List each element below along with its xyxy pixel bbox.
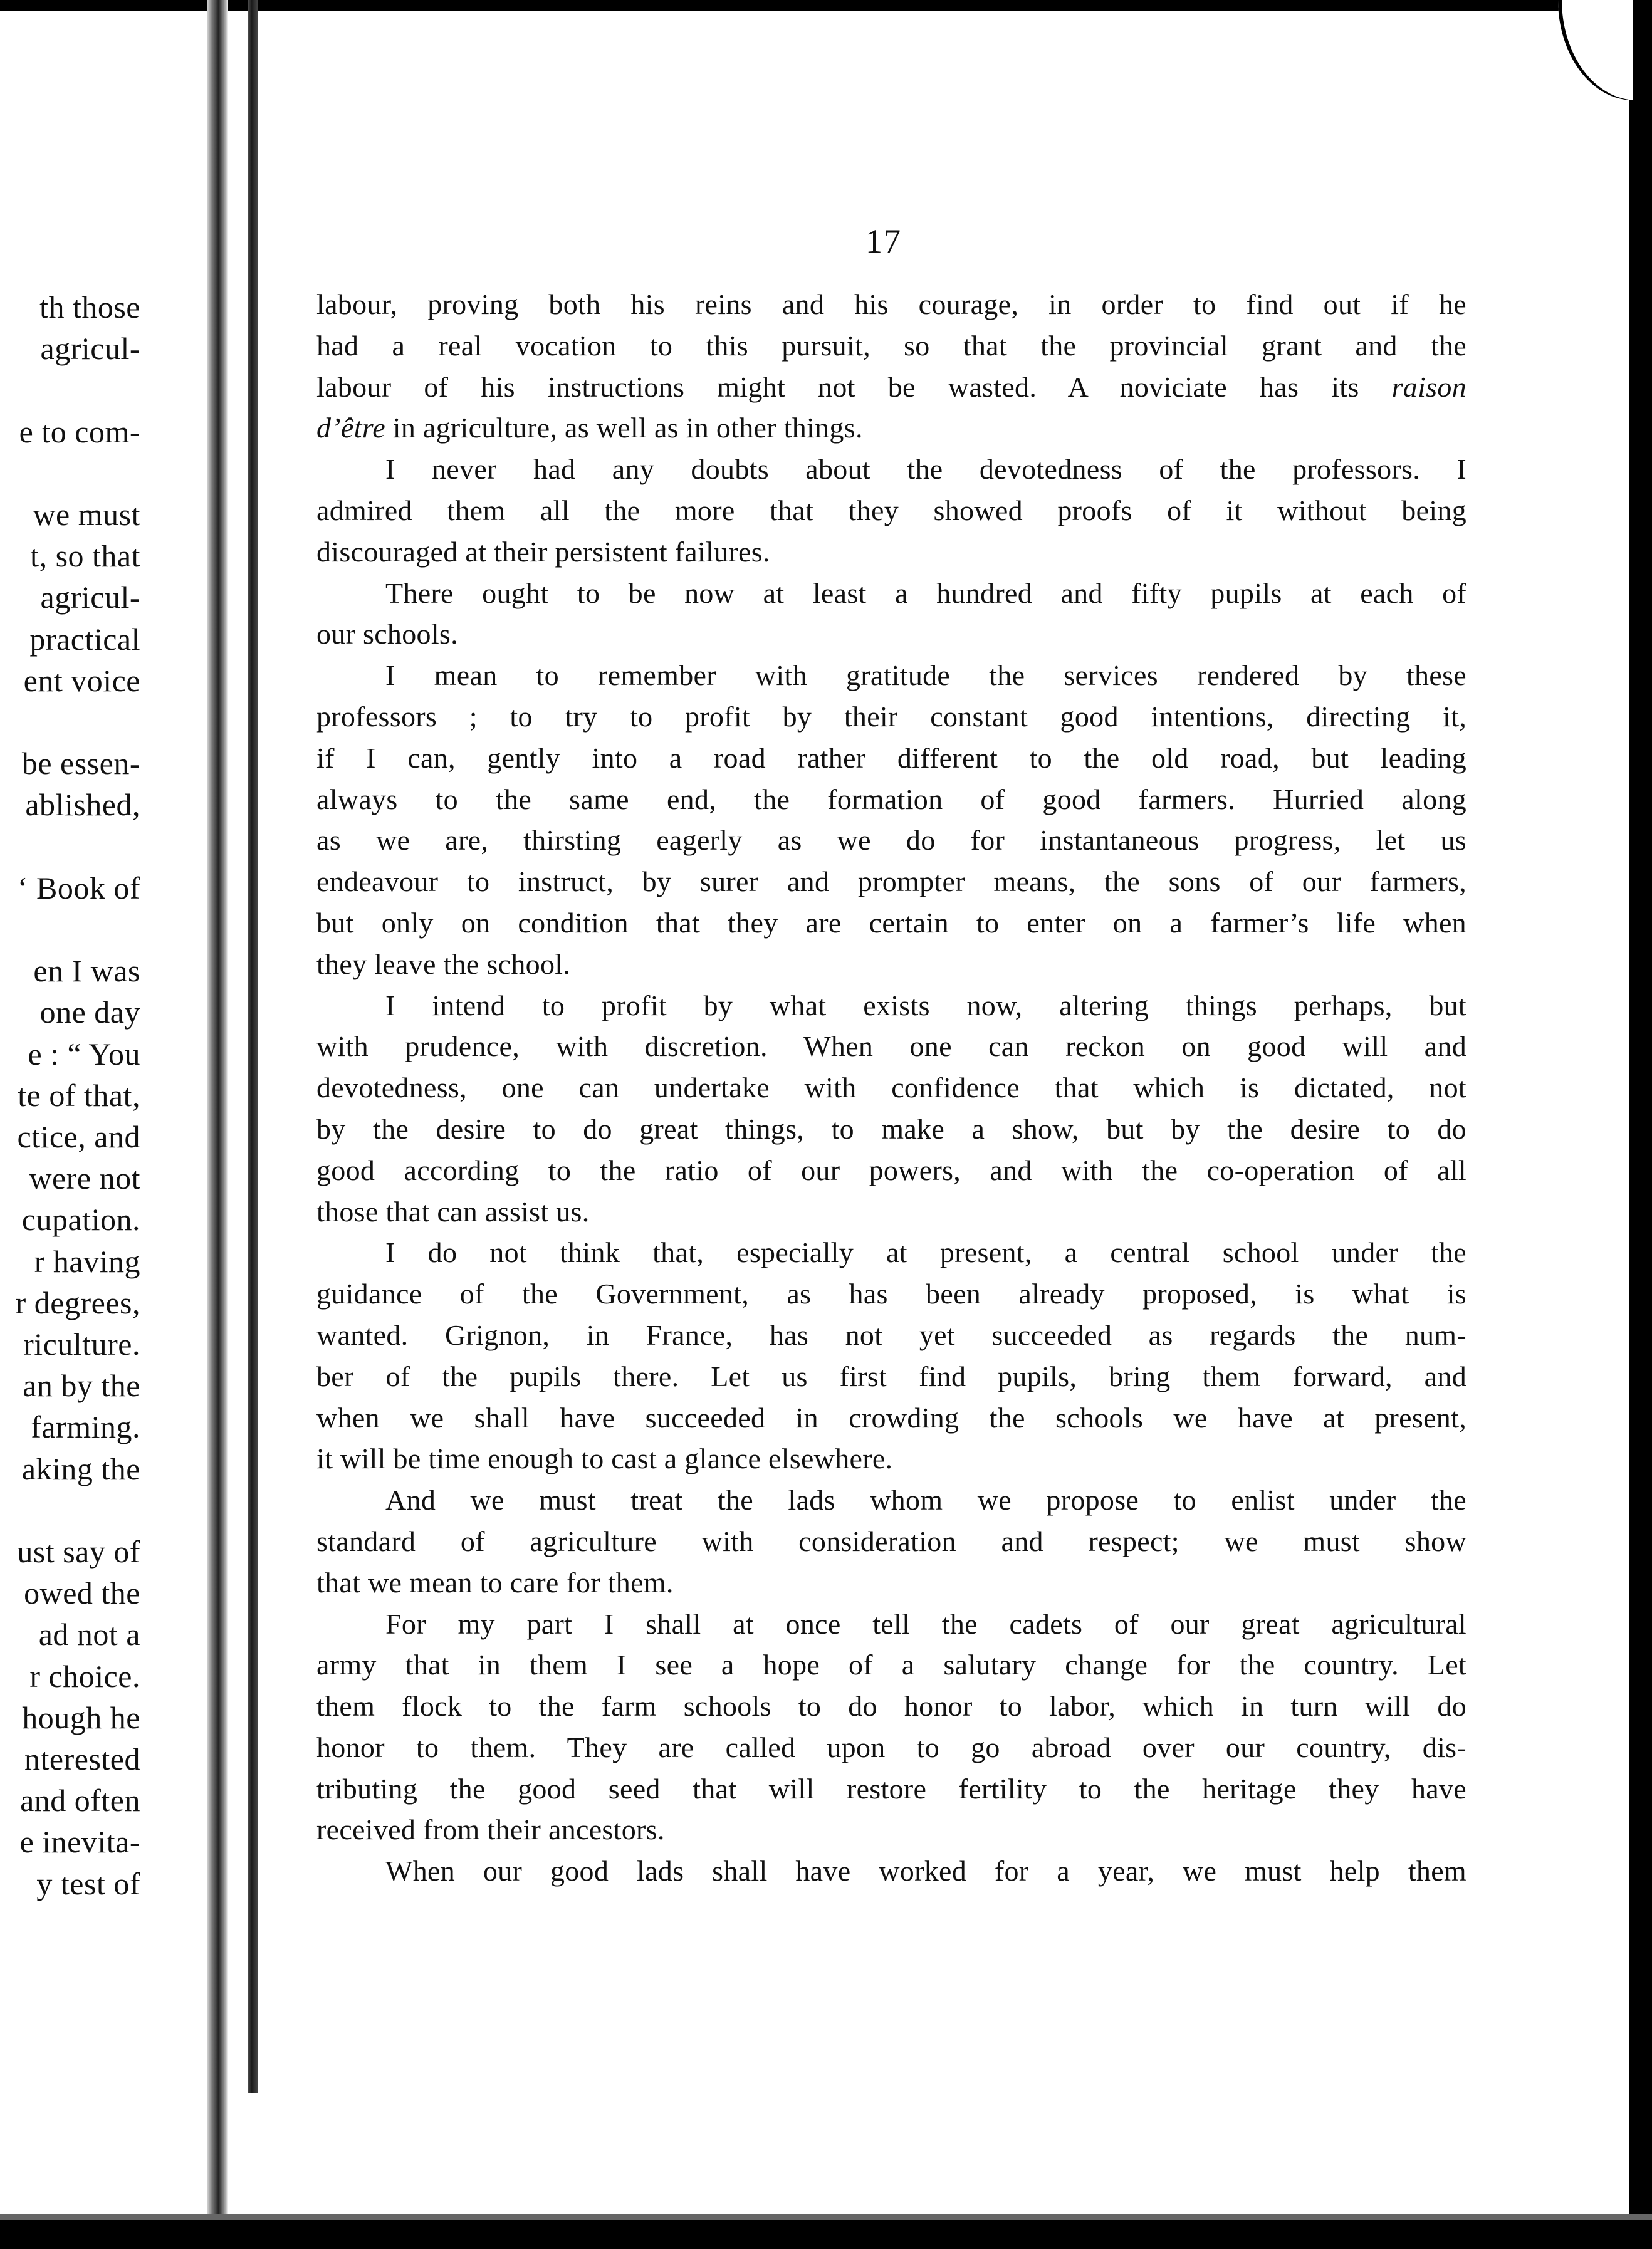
facing-page-line: aking the: [21, 1451, 140, 1486]
line-text: For my part I shall at once tell the cadets of our great agricultural: [385, 1607, 1466, 1640]
text-line: [316, 1438, 1466, 1479]
text-line: [316, 1273, 1466, 1315]
line-text: in agriculture, as well as in other things.: [385, 412, 863, 444]
line-text: guidance of the Government, as has been already proposed, is what is: [316, 1278, 1466, 1310]
text-line: [316, 367, 1466, 408]
facing-page-line: nterested: [24, 1741, 140, 1777]
line-text: I never had any doubts about the devotedness of the professors. I: [385, 453, 1466, 486]
facing-page-line: ‘ Book of: [17, 870, 140, 905]
facing-page-line: en I was: [33, 953, 140, 989]
text-line: [316, 1191, 1466, 1233]
text-line: [316, 1315, 1466, 1356]
text-line: [316, 490, 1466, 531]
facing-page-line: te of that,: [18, 1077, 140, 1113]
text-line: [316, 1768, 1466, 1810]
binding-shadow: [248, 0, 258, 2093]
line-text: wanted. Grignon, in France, has not yet succeeded as regards the num-: [316, 1318, 1466, 1351]
text-line: [316, 449, 1466, 490]
line-text: admired them all the more that they showed proofs of it without being: [316, 494, 1466, 526]
facing-page-line: we must: [33, 497, 140, 532]
line-text: army that in them I see a hope of a salutary change for the country. Let: [316, 1649, 1466, 1681]
line-text: discouraged at their persistent failures.: [316, 535, 770, 568]
page-gutter: [207, 0, 228, 2249]
line-text: labour of his instructions might not be wasted. A noviciate has its: [316, 370, 1359, 403]
text-line: [316, 1727, 1466, 1768]
facing-page-line: ablished,: [25, 787, 140, 823]
line-text: I do not think that, especially at present, a central school under the: [385, 1236, 1466, 1269]
text-line: [316, 985, 1466, 1026]
scan-bottom-strip: [0, 2214, 1652, 2220]
line-text: if I can, gently into a road rather different to the old road, but leading: [316, 741, 1466, 774]
line-text: endeavour to instruct, by surer and prompter means, the sons of our farmers,: [316, 865, 1466, 898]
line-text: When our good lads shall have worked for a year, we must help them: [385, 1855, 1466, 1887]
text-line: [316, 1109, 1466, 1150]
facing-page-line: practical: [29, 621, 140, 657]
text-line: [316, 820, 1466, 861]
line-text: it will be time enough to cast a glance elsewhere.: [316, 1443, 893, 1475]
facing-page-line: one day: [39, 994, 140, 1030]
text-line: [316, 861, 1466, 902]
facing-page-line: ctice, and: [17, 1119, 140, 1154]
text-line: [316, 696, 1466, 738]
facing-page-line: e inevita-: [19, 1824, 140, 1860]
facing-page-line: r choice.: [29, 1658, 140, 1694]
facing-page-line: r degrees,: [15, 1285, 140, 1320]
facing-page-line: cupation.: [21, 1202, 140, 1238]
text-line: [316, 613, 1466, 655]
line-text: by the desire to do great things, to make a show, but by the desire to do: [316, 1112, 1466, 1145]
facing-page-line: e : “ You: [28, 1036, 140, 1072]
line-text: always to the same end, the formation of good farmers. Hurried along: [316, 783, 1466, 815]
text-line: [316, 1686, 1466, 1727]
facing-page-line: ad not a: [38, 1617, 140, 1652]
line-text: as we are, thirsting eagerly as we do for instantaneous progress, let us: [316, 824, 1466, 857]
text-line: [316, 1521, 1466, 1562]
text-line: [316, 779, 1466, 820]
facing-page-line: t, so that: [30, 538, 140, 574]
text-line: [316, 944, 1466, 985]
text-line: [316, 1397, 1466, 1439]
facing-page-line: and often: [20, 1783, 140, 1819]
line-text: good according to the ratio of our powers, and with the co-operation of all: [316, 1154, 1466, 1186]
facing-page-line: riculture.: [23, 1327, 140, 1362]
text-line: [316, 407, 1466, 449]
scan-bottom-edge: [0, 2220, 1652, 2249]
italic-phrase: raison: [1391, 370, 1466, 403]
text-line: [316, 1356, 1466, 1397]
line-text: but only on condition that they are certain to enter on a farmer’s life when: [316, 906, 1466, 939]
text-line: [316, 1232, 1466, 1273]
line-text: devotedness, one can undertake with confidence that which is dictated, not: [316, 1072, 1466, 1104]
text-line: [316, 325, 1466, 367]
text-line: [316, 284, 1466, 325]
scan-right-edge: [1629, 0, 1652, 2249]
line-text: There ought to be now at least a hundred and fifty pupils at each of: [385, 577, 1466, 609]
text-line: [316, 531, 1466, 573]
line-text: them flock to the farm schools to do honor to labor, which in turn will do: [316, 1690, 1466, 1723]
text-line: [316, 1604, 1466, 1645]
text-line: [316, 1026, 1466, 1067]
line-text: tributing the good seed that will restore fertility to the heritage they have: [316, 1772, 1466, 1805]
line-text: those that can assist us.: [316, 1195, 590, 1228]
facing-page-line: were not: [29, 1161, 140, 1196]
text-line: [316, 1562, 1466, 1604]
facing-page-line: th those: [39, 290, 140, 325]
facing-page-line: owed the: [24, 1575, 140, 1611]
facing-page-line: agricul-: [40, 331, 140, 367]
facing-page-line: be essen-: [21, 746, 140, 781]
text-line: [316, 655, 1466, 696]
text-line: [316, 1809, 1466, 1850]
line-text: that we mean to care for them.: [316, 1566, 674, 1599]
facing-page-line: r having: [34, 1243, 140, 1279]
line-text: with prudence, with discretion. When one can reckon on good will and: [316, 1030, 1466, 1063]
line-text: professors ; to try to profit by their constant good intentions, directing it,: [316, 700, 1466, 733]
page-number: 17: [865, 222, 902, 260]
facing-page-line: hough he: [22, 1699, 140, 1735]
line-text: standard of agriculture with consideration and respect; we must show: [316, 1525, 1466, 1557]
facing-page-line: ent voice: [23, 662, 140, 698]
facing-page-line: farming.: [31, 1409, 140, 1445]
facing-page-line: ust say of: [17, 1534, 140, 1569]
line-text: received from their ancestors.: [316, 1813, 665, 1846]
body-text: [316, 284, 1466, 1892]
line-text: ber of the pupils there. Let us first find pupils, bring them forward, and: [316, 1360, 1466, 1392]
facing-page-line: e to com-: [19, 414, 140, 449]
line-text: when we shall have succeeded in crowding the schools we have at present,: [316, 1401, 1466, 1434]
line-text: our schools.: [316, 618, 458, 650]
facing-page-line: y test of: [36, 1865, 140, 1901]
line-text: I intend to profit by what exists now, altering things perhaps, but: [385, 989, 1466, 1021]
line-text: had a real vocation to this pursuit, so that the provincial grant and the: [316, 329, 1466, 362]
line-text: they leave the school.: [316, 947, 571, 980]
line-text: honor to them. They are called upon to go abroad over our country, dis-: [316, 1731, 1466, 1763]
line-text: And we must treat the lads whom we propose to enlist under the: [385, 1484, 1466, 1516]
text-line: [316, 738, 1466, 779]
text-line: [316, 1067, 1466, 1109]
facing-page-line: agricul-: [40, 580, 140, 615]
text-line: [316, 573, 1466, 614]
text-line: [316, 1479, 1466, 1521]
italic-phrase: d’être: [316, 412, 385, 444]
text-line: [316, 1644, 1466, 1686]
line-text: labour, proving both his reins and his courage, in order to find out if he: [316, 288, 1466, 320]
text-line: [316, 902, 1466, 944]
page-corner-curl: [1558, 0, 1633, 100]
text-line: [316, 1850, 1466, 1892]
text-line: [316, 1150, 1466, 1191]
line-text: I mean to remember with gratitude the services rendered by these: [385, 659, 1466, 692]
facing-page-fragment: [0, 0, 201, 2193]
facing-page-line: an by the: [23, 1368, 140, 1404]
